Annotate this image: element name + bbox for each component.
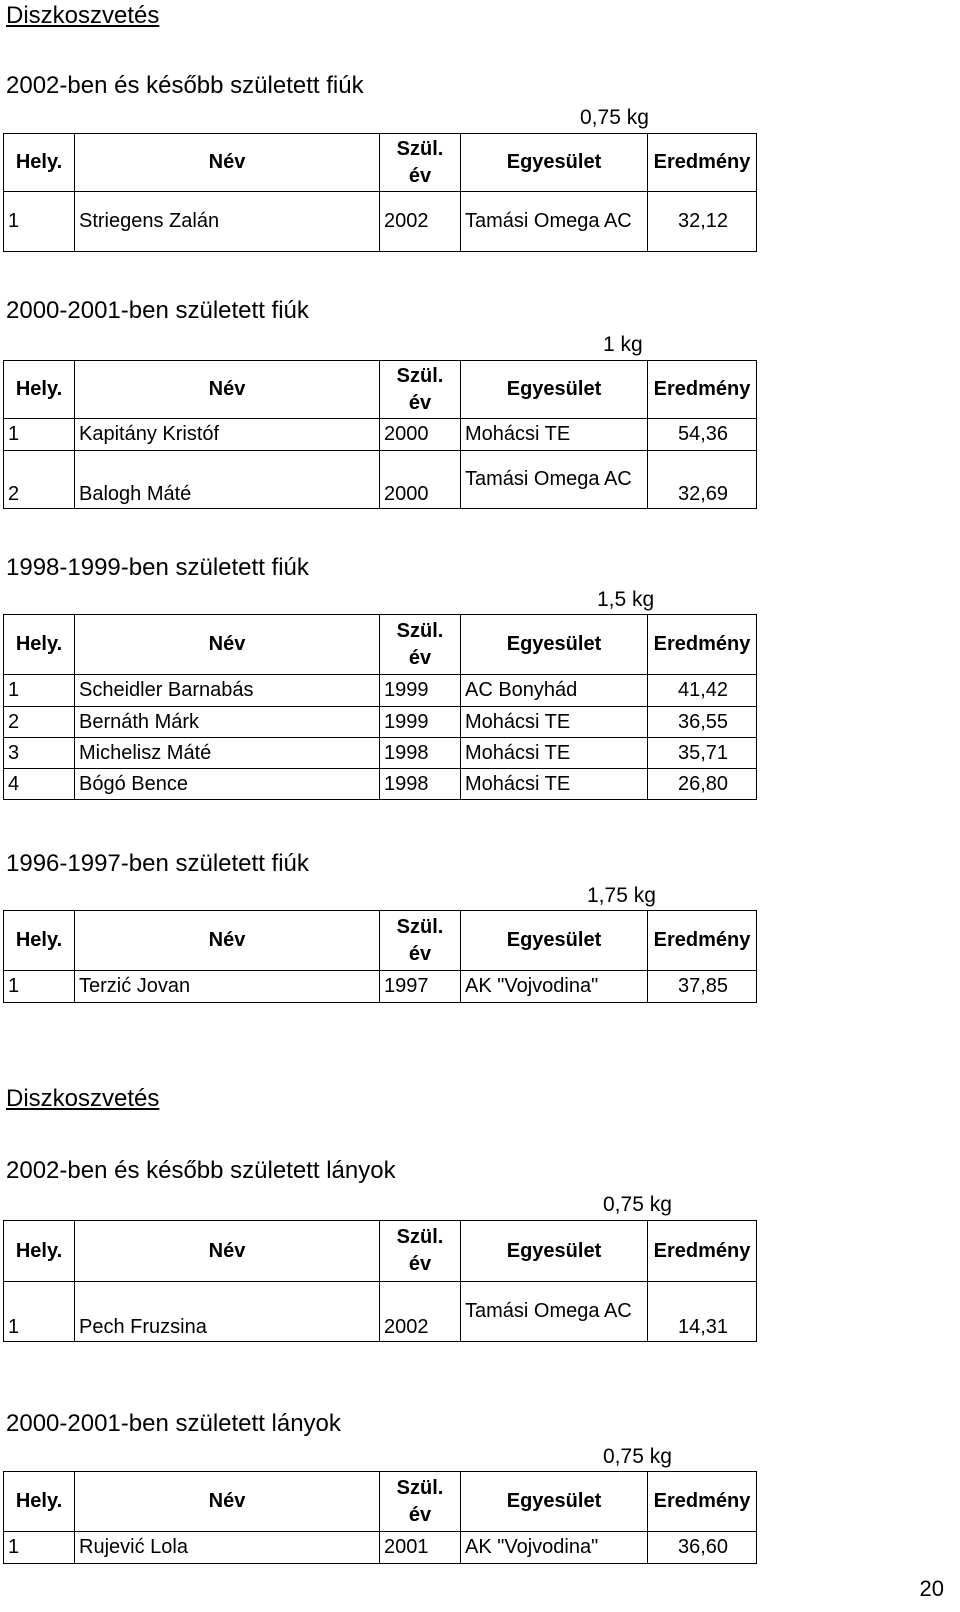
weight-label: 1,75 kg xyxy=(587,884,656,907)
cell-egyesulet: Mohácsi TE xyxy=(461,707,648,738)
table-header-row xyxy=(4,615,757,675)
cell-hely: 4 xyxy=(4,769,75,800)
table-row xyxy=(4,451,757,509)
cell-hely: 1 xyxy=(4,1532,75,1564)
header-eredmeny: Eredmény xyxy=(648,1221,757,1282)
cell-nev: Pech Fruzsina xyxy=(75,1282,380,1342)
table-header-row xyxy=(4,1221,757,1282)
section-title: 2002-ben és később született lányok xyxy=(6,1157,396,1184)
cell-hely: 1 xyxy=(4,192,75,252)
table-header-row xyxy=(4,361,757,419)
weight-label: 1,5 kg xyxy=(597,588,655,611)
weight-label: 0,75 kg xyxy=(603,1193,672,1216)
header-egyesulet: Egyesület xyxy=(461,1472,648,1532)
table-header-row xyxy=(4,911,757,971)
cell-eredmeny: 32,12 xyxy=(648,192,757,252)
cell-egyesulet: Mohácsi TE xyxy=(461,419,648,451)
cell-hely: 1 xyxy=(4,419,75,451)
header-szul: Szül. év xyxy=(380,1221,461,1282)
cell-egyesulet: AC Bonyhád xyxy=(461,675,648,707)
cell-nev: Bógó Bence xyxy=(75,769,380,800)
cell-eredmeny: 37,85 xyxy=(648,971,757,1003)
results-table xyxy=(3,133,757,252)
cell-egyesulet: AK "Vojvodina" xyxy=(461,971,648,1003)
section-title: 1996-1997-ben született fiúk xyxy=(6,850,309,877)
results-table xyxy=(3,360,757,509)
cell-eredmeny: 14,31 xyxy=(648,1282,757,1342)
cell-hely: 3 xyxy=(4,738,75,769)
doc-title: Diszkoszvetés xyxy=(6,1085,160,1112)
cell-eredmeny: 41,42 xyxy=(648,675,757,707)
cell-szul: 1998 xyxy=(380,769,461,800)
cell-szul: 2002 xyxy=(380,192,461,252)
header-egyesulet: Egyesület xyxy=(461,361,648,419)
table-header-row xyxy=(4,134,757,192)
weight-label: 1 kg xyxy=(603,333,643,356)
cell-eredmeny: 32,69 xyxy=(648,451,757,509)
header-hely: Hely. xyxy=(4,134,75,192)
header-szul: Szül. év xyxy=(380,911,461,971)
cell-egyesulet: Tamási Omega AC xyxy=(461,1282,648,1342)
cell-eredmeny: 26,80 xyxy=(648,769,757,800)
cell-szul: 2000 xyxy=(380,451,461,509)
cell-hely: 1 xyxy=(4,1282,75,1342)
header-egyesulet: Egyesület xyxy=(461,134,648,192)
cell-nev: Scheidler Barnabás xyxy=(75,675,380,707)
header-szul: Szül. év xyxy=(380,1472,461,1532)
header-eredmeny: Eredmény xyxy=(648,361,757,419)
header-eredmeny: Eredmény xyxy=(648,615,757,675)
header-nev: Név xyxy=(75,1472,380,1532)
header-nev: Név xyxy=(75,361,380,419)
results-table xyxy=(3,614,757,800)
table-row xyxy=(4,738,757,769)
header-nev: Név xyxy=(75,1221,380,1282)
cell-szul: 2001 xyxy=(380,1532,461,1564)
cell-eredmeny: 54,36 xyxy=(648,419,757,451)
header-hely: Hely. xyxy=(4,1472,75,1532)
cell-nev: Bernáth Márk xyxy=(75,707,380,738)
header-hely: Hely. xyxy=(4,361,75,419)
cell-egyesulet: Tamási Omega AC xyxy=(461,451,648,509)
header-eredmeny: Eredmény xyxy=(648,134,757,192)
table-row xyxy=(4,419,757,451)
header-nev: Név xyxy=(75,615,380,675)
cell-szul: 2002 xyxy=(380,1282,461,1342)
cell-egyesulet: Mohácsi TE xyxy=(461,738,648,769)
table-row xyxy=(4,675,757,707)
cell-hely: 2 xyxy=(4,707,75,738)
cell-egyesulet: Mohácsi TE xyxy=(461,769,648,800)
header-egyesulet: Egyesület xyxy=(461,1221,648,1282)
cell-egyesulet: AK "Vojvodina" xyxy=(461,1532,648,1564)
cell-nev: Striegens Zalán xyxy=(75,192,380,252)
cell-szul: 1999 xyxy=(380,707,461,738)
cell-egyesulet: Tamási Omega AC xyxy=(461,192,648,252)
header-hely: Hely. xyxy=(4,1221,75,1282)
cell-eredmeny: 36,55 xyxy=(648,707,757,738)
table-row xyxy=(4,707,757,738)
header-nev: Név xyxy=(75,911,380,971)
table-row xyxy=(4,1282,757,1342)
table-header-row xyxy=(4,1472,757,1532)
header-hely: Hely. xyxy=(4,911,75,971)
header-szul: Szül. év xyxy=(380,134,461,192)
section-title: 2002-ben és később született fiúk xyxy=(6,72,364,99)
cell-nev: Michelisz Máté xyxy=(75,738,380,769)
results-table xyxy=(3,910,757,1003)
cell-szul: 2000 xyxy=(380,419,461,451)
cell-hely: 1 xyxy=(4,971,75,1003)
section-title: 2000-2001-ben született lányok xyxy=(6,1410,341,1437)
cell-hely: 1 xyxy=(4,675,75,707)
cell-szul: 1997 xyxy=(380,971,461,1003)
doc-title: Diszkoszvetés xyxy=(6,2,160,29)
header-egyesulet: Egyesület xyxy=(461,911,648,971)
results-table xyxy=(3,1471,757,1564)
cell-nev: Kapitány Kristóf xyxy=(75,419,380,451)
cell-eredmeny: 35,71 xyxy=(648,738,757,769)
table-row xyxy=(4,192,757,252)
table-row xyxy=(4,971,757,1003)
section-title: 2000-2001-ben született fiúk xyxy=(6,297,309,324)
cell-nev: Balogh Máté xyxy=(75,451,380,509)
header-nev: Név xyxy=(75,134,380,192)
section-title: 1998-1999-ben született fiúk xyxy=(6,554,309,581)
weight-label: 0,75 kg xyxy=(603,1445,672,1468)
page-number: 20 xyxy=(919,1576,944,1601)
cell-szul: 1998 xyxy=(380,738,461,769)
header-egyesulet: Egyesület xyxy=(461,615,648,675)
header-eredmeny: Eredmény xyxy=(648,1472,757,1532)
cell-nev: Rujević Lola xyxy=(75,1532,380,1564)
header-hely: Hely. xyxy=(4,615,75,675)
cell-nev: Terzić Jovan xyxy=(75,971,380,1003)
header-szul: Szül. év xyxy=(380,615,461,675)
cell-szul: 1999 xyxy=(380,675,461,707)
table-row xyxy=(4,769,757,800)
cell-hely: 2 xyxy=(4,451,75,509)
header-eredmeny: Eredmény xyxy=(648,911,757,971)
results-table xyxy=(3,1220,757,1342)
table-row xyxy=(4,1532,757,1564)
cell-eredmeny: 36,60 xyxy=(648,1532,757,1564)
header-szul: Szül. év xyxy=(380,361,461,419)
weight-label: 0,75 kg xyxy=(580,106,649,129)
